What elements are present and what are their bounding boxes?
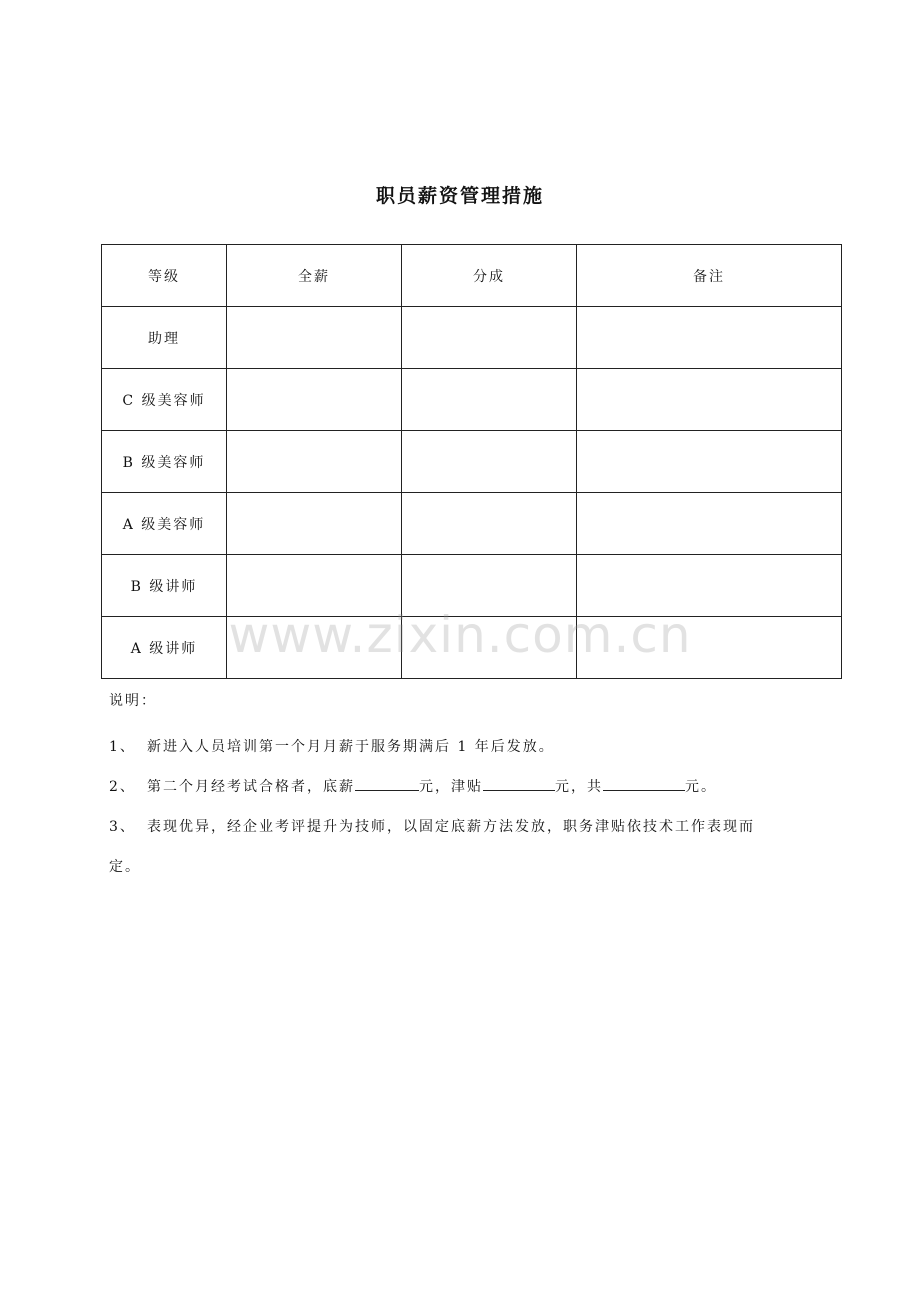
note-text: 表现优异，经企业考评提升为技师，以固定底薪方法发放，职务津贴依技术工作表现而 — [147, 819, 755, 835]
full-salary-cell — [227, 493, 402, 555]
note-item-3 — [109, 807, 839, 847]
note-number: 2、 — [109, 779, 136, 795]
note-number: 3、 — [109, 819, 136, 835]
salary-table — [101, 244, 842, 679]
note-item-1 — [109, 727, 839, 767]
commission-cell — [402, 555, 577, 617]
note-text-part: 元。 — [685, 779, 717, 795]
table-header-row — [102, 245, 842, 307]
remarks-cell — [577, 617, 842, 679]
full-salary-cell — [227, 307, 402, 369]
base-salary-blank — [355, 776, 419, 791]
commission-cell — [402, 617, 577, 679]
notes-section — [109, 688, 839, 887]
watermark-text: www.zixin.com.cn — [228, 606, 692, 664]
full-salary-cell — [227, 431, 402, 493]
header-level: 等级 — [102, 245, 227, 307]
table-row — [102, 431, 842, 493]
full-salary-cell — [227, 617, 402, 679]
full-salary-cell — [227, 369, 402, 431]
note-text: 新进入人员培训第一个月月薪于服务期满后 1 年后发放。 — [147, 739, 555, 755]
commission-cell — [402, 431, 577, 493]
total-blank — [603, 776, 685, 791]
table-row — [102, 617, 842, 679]
note-number: 1、 — [109, 739, 136, 755]
header-full-salary: 全薪 — [227, 245, 402, 307]
note-text-part: 元，共 — [555, 779, 603, 795]
notes-heading: 说明： — [109, 693, 157, 709]
remarks-cell — [577, 555, 842, 617]
document-title: 职员薪资管理措施 — [375, 185, 544, 207]
header-commission: 分成 — [402, 245, 577, 307]
note-item-3-continued: 定。 — [109, 859, 141, 875]
row-level-label: B 级美容师 — [102, 431, 227, 493]
note-text-part: 第二个月经考试合格者，底薪 — [147, 779, 355, 795]
remarks-cell — [577, 369, 842, 431]
note-text-part: 元，津贴 — [419, 779, 483, 795]
full-salary-cell — [227, 555, 402, 617]
commission-cell — [402, 493, 577, 555]
header-remarks: 备注 — [577, 245, 842, 307]
commission-cell — [402, 307, 577, 369]
remarks-cell — [577, 307, 842, 369]
table-row — [102, 555, 842, 617]
table-row — [102, 307, 842, 369]
commission-cell — [402, 369, 577, 431]
table-row — [102, 369, 842, 431]
remarks-cell — [577, 493, 842, 555]
row-level-label: A 级美容师 — [102, 493, 227, 555]
row-level-label: 助理 — [102, 307, 227, 369]
row-level-label: C 级美容师 — [102, 369, 227, 431]
remarks-cell — [577, 431, 842, 493]
table-row — [102, 493, 842, 555]
allowance-blank — [483, 776, 555, 791]
note-item-2 — [109, 767, 839, 807]
row-level-label: A 级讲师 — [102, 617, 227, 679]
row-level-label: B 级讲师 — [102, 555, 227, 617]
